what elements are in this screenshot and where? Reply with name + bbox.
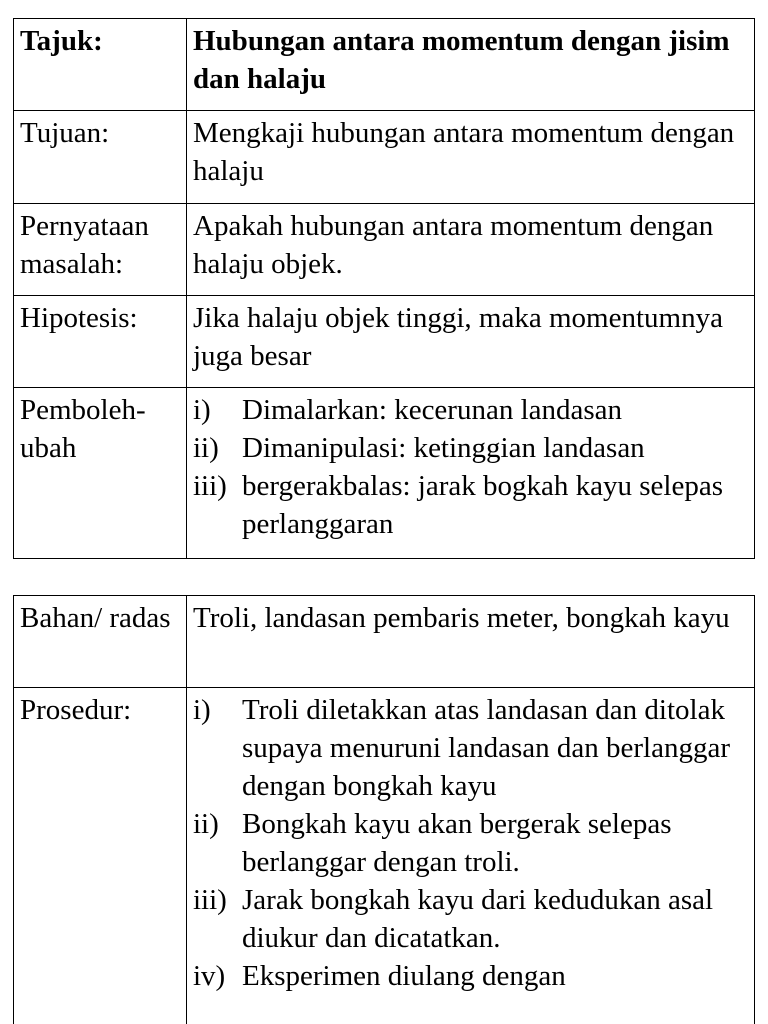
row-hypothesis: [14, 296, 755, 388]
item-text: Dimalarkan: kecerunan landasan: [242, 394, 623, 426]
list-item: [193, 391, 748, 429]
item-text: Jarak bongkah kayu dari kedudukan asal diukur dan dicatatkan.: [242, 884, 714, 954]
procedure-list-cell: [187, 688, 755, 1024]
list-item: [193, 881, 748, 957]
row-title: [14, 19, 755, 111]
procedure-list: [193, 691, 748, 995]
experiment-table-1: [13, 18, 755, 559]
row-variables: [14, 388, 755, 559]
item-number: ii): [193, 808, 219, 840]
row-materials: [14, 596, 755, 688]
row-procedure: [14, 688, 755, 1024]
item-text: Eksperimen diulang dengan: [242, 960, 566, 992]
item-text: Bongkah kayu akan bergerak selepas berlanggar dengan troli.: [242, 808, 672, 878]
procedure-label: Prosedur:: [14, 688, 187, 1024]
row-problem-statement: [14, 204, 755, 296]
problem-label: Pernyataan masalah:: [14, 204, 187, 296]
item-text: Troli diletakkan atas landasan dan ditolak supaya menuruni landasan dan berlanggar dengan bongkah kayu: [242, 694, 730, 802]
item-number: ii): [193, 432, 219, 464]
item-number: iii): [193, 470, 227, 502]
list-item: [193, 467, 748, 543]
materials-value: Troli, landasan pembaris meter, bongkah kayu: [187, 596, 755, 688]
variables-label: Pemboleh-ubah: [14, 388, 187, 559]
item-text: Dimanipulasi: ketinggian landasan: [242, 432, 645, 464]
variables-list: [193, 391, 748, 543]
title-label: Tajuk:: [14, 19, 187, 111]
problem-value: Apakah hubungan antara momentum dengan halaju objek.: [187, 204, 755, 296]
list-item: [193, 805, 748, 881]
item-number: i): [193, 694, 211, 726]
item-number: iii): [193, 884, 227, 916]
experiment-table-2: [13, 595, 755, 1024]
item-number: iv): [193, 960, 226, 992]
list-item: [193, 429, 748, 467]
title-value: Hubungan antara momentum dengan jisim dan halaju: [187, 19, 755, 111]
hypothesis-value: Jika halaju objek tinggi, maka momentumnya juga besar: [187, 296, 755, 388]
item-text: bergerakbalas: jarak bogkah kayu selepas perlanggaran: [242, 470, 723, 540]
variables-list-cell: [187, 388, 755, 559]
list-item: [193, 691, 748, 805]
aim-value: Mengkaji hubungan antara momentum dengan halaju: [187, 111, 755, 204]
list-item: [193, 957, 748, 995]
hypothesis-label: Hipotesis:: [14, 296, 187, 388]
aim-label: Tujuan:: [14, 111, 187, 204]
materials-label: Bahan/ radas: [14, 596, 187, 688]
row-aim: [14, 111, 755, 204]
item-number: i): [193, 394, 211, 426]
